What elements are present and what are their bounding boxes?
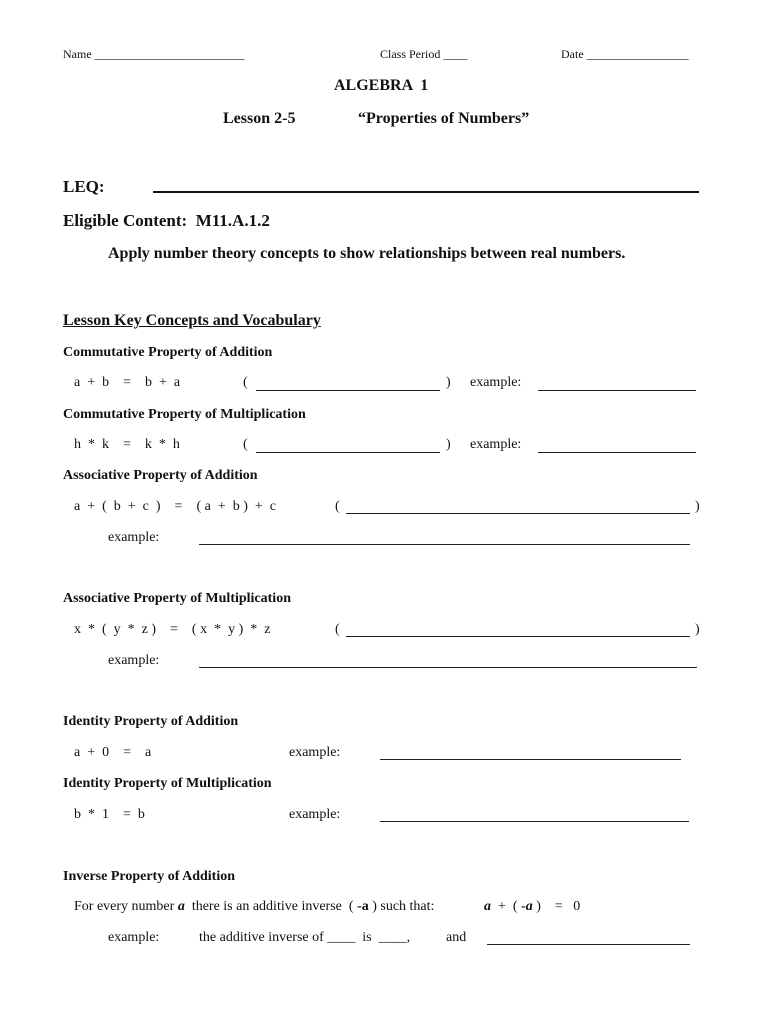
inverse-add-and-label: and — [446, 930, 467, 945]
assoc-add-paren-open: ( — [335, 499, 340, 514]
comm-add-paren-close: ) — [446, 375, 451, 390]
ident-add-formula: a + 0 = a — [74, 745, 152, 760]
comm-add-title: Commutative Property of Addition — [63, 345, 273, 360]
objective-text: Apply number theory concepts to show relationships between real numbers. — [108, 245, 626, 262]
assoc-mult-formula: x * ( y * z ) = ( x * y ) * z — [74, 622, 271, 637]
assoc-mult-title: Associative Property of Multiplication — [63, 591, 291, 606]
inverse-add-example-label: example: — [108, 930, 160, 945]
comm-add-name-line — [256, 390, 440, 391]
inverse-add-equation — [484, 899, 580, 915]
lesson-title: “Properties of Numbers” — [358, 110, 530, 127]
inverse-eq-end: ) = 0 — [532, 899, 581, 914]
ident-mult-example-label: example: — [289, 807, 341, 822]
assoc-mult-paren-open: ( — [335, 622, 340, 637]
inverse-var-a: a — [177, 899, 185, 914]
inverse-add-statement — [74, 899, 434, 915]
inverse-eq-a: a — [484, 899, 491, 914]
inverse-text-post: ) such that: — [368, 899, 435, 914]
leq-answer-line — [153, 191, 699, 193]
leq-label: LEQ: — [63, 177, 105, 196]
assoc-add-example-label: example: — [108, 530, 160, 545]
course-title: ALGEBRA 1 — [334, 77, 429, 94]
lesson-number: Lesson 2-5 — [223, 110, 296, 127]
section-heading: Lesson Key Concepts and Vocabulary — [63, 312, 321, 329]
comm-mult-paren-open: ( — [243, 437, 248, 452]
comm-mult-example-label: example: — [470, 437, 522, 452]
comm-add-paren-open: ( — [243, 375, 248, 390]
name-field-label: Name _________________________ — [63, 47, 245, 61]
assoc-add-name-line — [346, 513, 690, 514]
assoc-mult-paren-close: ) — [695, 622, 700, 637]
assoc-add-formula: a + ( b + c ) = ( a + b ) + c — [74, 499, 276, 514]
comm-mult-formula: h * k = k * h — [74, 437, 180, 452]
assoc-mult-example-label: example: — [108, 653, 160, 668]
ident-add-example-label: example: — [289, 745, 341, 760]
ident-mult-formula: b * 1 = b — [74, 807, 145, 822]
ident-mult-example-line — [380, 821, 689, 822]
comm-add-example-line — [538, 390, 696, 391]
assoc-add-title: Associative Property of Addition — [63, 468, 258, 483]
inverse-eq-neg-a: -a — [521, 899, 533, 914]
inverse-add-title: Inverse Property of Addition — [63, 869, 236, 884]
date-label: Date _________________ — [561, 47, 689, 61]
comm-mult-title: Commutative Property of Multiplication — [63, 407, 306, 422]
inverse-add-inverse-text: the additive inverse of ____ is ____, — [199, 930, 411, 945]
ident-add-example-line — [380, 759, 681, 760]
inverse-text-pre: For every number — [74, 899, 178, 914]
inverse-eq-plus: + ( — [491, 899, 522, 914]
assoc-add-example-line — [199, 544, 690, 545]
comm-mult-name-line — [256, 452, 440, 453]
class-period-label: Class Period ____ — [380, 47, 468, 61]
ident-mult-title: Identity Property of Multiplication — [63, 776, 272, 791]
inverse-add-example-line — [487, 944, 690, 945]
comm-mult-paren-close: ) — [446, 437, 451, 452]
comm-add-example-label: example: — [470, 375, 522, 390]
eligible-content: Eligible Content: M11.A.1.2 — [63, 211, 270, 230]
comm-mult-example-line — [538, 452, 696, 453]
inverse-var-neg-a: -a — [357, 899, 369, 914]
assoc-mult-example-line — [199, 667, 697, 668]
comm-add-formula: a + b = b + a — [74, 375, 181, 390]
ident-add-title: Identity Property of Addition — [63, 714, 239, 729]
assoc-add-paren-close: ) — [695, 499, 700, 514]
assoc-mult-name-line — [346, 636, 690, 637]
inverse-text-mid: there is an additive inverse ( — [184, 899, 358, 914]
